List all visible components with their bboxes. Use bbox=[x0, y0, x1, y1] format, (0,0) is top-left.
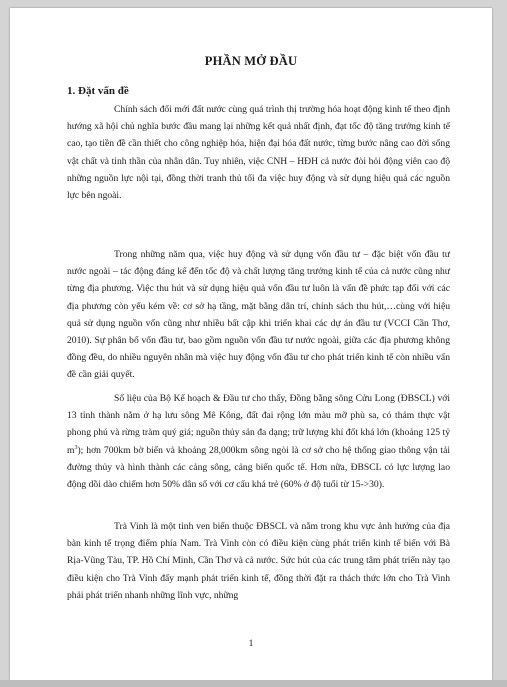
paragraph-3-text-a: Số liệu của Bộ Kế hoạch & Đầu tư cho thấy, Đồng bằng sông Cửu Long (ĐBSCL) với 13 tỉnh thành nằm ở hạ lưu sông Mê Kông, đất đai rộng lớn màu mỡ phù sa, có thảm thực vật phong phú và rừng tràm quý giá; nguồn thủy sản đa dạng; trữ lượng khí đốt khá lớn (khoảng 125 tỷ m bbox=[67, 393, 450, 456]
page-title: PHẦN MỞ ĐẦU bbox=[204, 54, 298, 68]
superscript: 3 bbox=[74, 444, 78, 451]
paragraph-4: Trà Vinh là một tỉnh ven biển thuộc ĐBSCL và nằm trong khu vực ảnh hưởng của địa bàn kinh tế trọng điểm phía Nam. Trà Vinh còn có điều kiện cùng phát triển kinh tế biển với Bà Rịa-Vũng Tàu, TP. Hồ Chí Minh, Cần Thơ và cả nước. Sức hút của các trung tâm phát triển này tạo điều kiện cho Trà Vinh đẩy mạnh phát triển kinh tế, đồng thời đặt ra thách thức lớn cho Trà Vinh phải phát triển nhanh những lĩnh vực, những bbox=[67, 521, 450, 601]
paragraph-3-text-b: ); hơn 700km bờ biển và khoảng 28,000km sông ngòi là cơ sở cho hệ thống giao thông vận tải đường thủy và hình thành các cảng sông, cảng biển quốc tế. Hơn nữa, ĐBSCL có lực lượng lao động dồi dào chiếm hơn 50% dân số với cơ cấu khá trẻ (60% ở độ tuổi từ 15->30). bbox=[67, 444, 450, 491]
next-page-edge bbox=[0, 680, 507, 687]
section-heading: 1. Đặt vấn đề bbox=[67, 85, 129, 97]
paragraph-3 bbox=[67, 390, 450, 493]
document-page bbox=[10, 8, 492, 680]
page-number: 1 bbox=[248, 639, 254, 649]
paragraph-2: Trong những năm qua, việc huy động và sử dụng vốn đầu tư – đặc biệt vốn đầu tư nước ngoài – tác động đáng kể đến tốc độ và chất lượng tăng trưởng kinh tế của cả nước cũng như từng địa phương. Việc thu hút và sử dụng hiệu quả vốn đầu tư luôn là vấn đề phức tạp đối với các địa phương còn yếu kém về: cơ sở hạ tầng, mặt bằng dân trí, chính sách thu hút,…cùng với hiệu quả sử dụng nguồn vốn cũng như nhiều bất cập khi triển khai các dự án đầu tư (VCCI Cần Thơ, 2010). Sự phân bổ vốn đầu tư, bao gồm nguồn vốn đầu tư nước ngoài, giữa các địa phương không đồng đều, do nhiều nguyên nhân mà việc huy động vốn đầu tư cho phát triển kinh tế còn nhiều vấn đề cần giải quyết. bbox=[67, 249, 450, 381]
paragraph-1: Chính sách đổi mới đất nước cùng quá trình thị trường hóa hoạt động kinh tế theo định hướng xã hội chủ nghĩa bước đầu mang lại những kết quả nhất định, đạt tốc độ tăng trưởng kinh tế cao, tạo tiền đề cần thiết cho công nghiệp hóa, hiện đại hóa đất nước, từng bước nâng cao đời sống vật chất và tinh thần của nhân dân. Tuy nhiên, việc CNH – HĐH cả nước đòi hỏi động viên cao độ những nguồn lực nội tại, đồng thời tranh thủ tối đa việc huy động và sử dụng hiệu quả các nguồn lực bên ngoài. bbox=[67, 104, 450, 202]
